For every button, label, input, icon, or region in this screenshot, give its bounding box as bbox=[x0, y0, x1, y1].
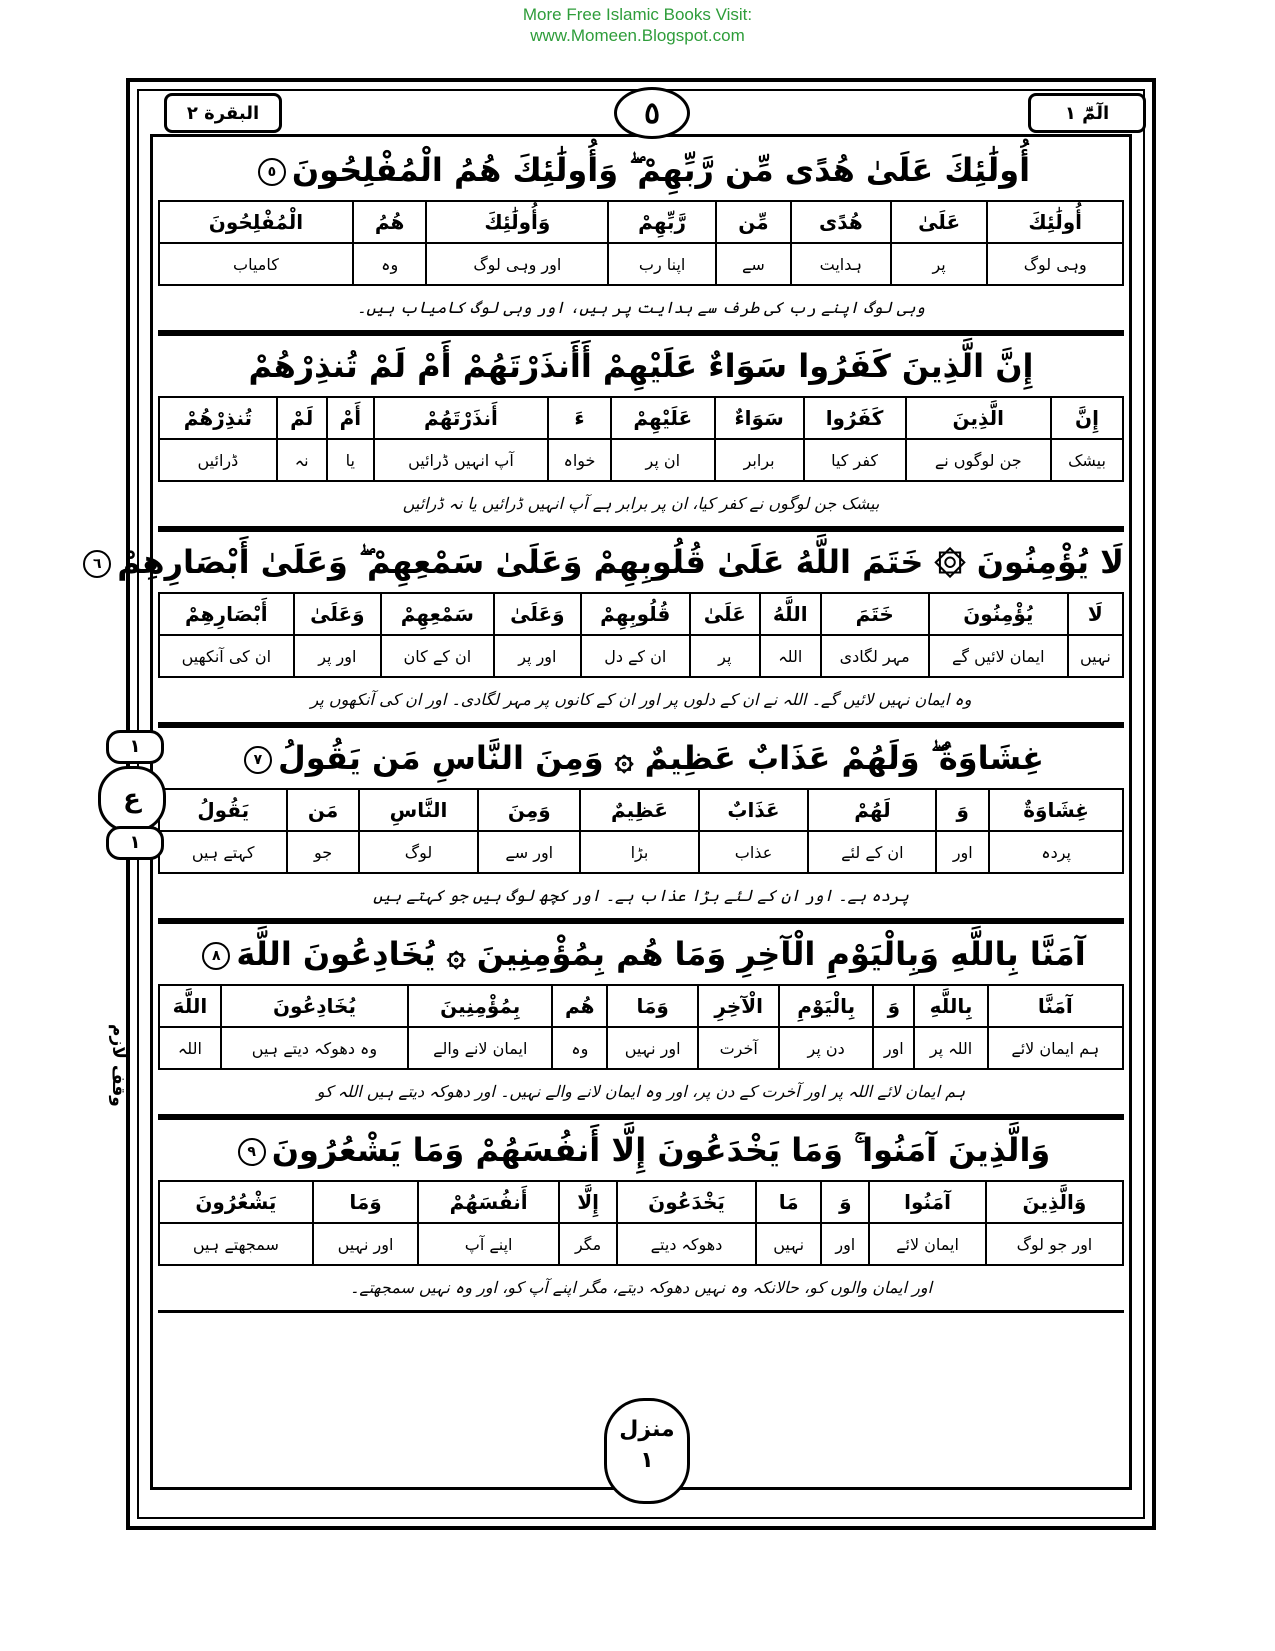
urdu-meaning-cell: اور جو لوگ bbox=[986, 1223, 1123, 1265]
promo-link[interactable]: www.Momeen.Blogspot.com bbox=[530, 26, 745, 45]
urdu-meaning-cell: آخرت bbox=[698, 1027, 779, 1069]
ruku-badge: ع bbox=[98, 766, 166, 832]
waqf-note: وقف لازم bbox=[108, 1023, 128, 1107]
urdu-meaning-cell: ایمان لانے والے bbox=[408, 1027, 552, 1069]
urdu-meaning-cell: مہر لگادی bbox=[821, 635, 929, 677]
urdu-meaning-cell: اللہ bbox=[159, 1027, 221, 1069]
urdu-meaning-cell: نہ bbox=[277, 439, 327, 481]
arabic-word-cell: آمَنُوا bbox=[869, 1181, 986, 1223]
urdu-meaning-cell: وہ دھوکہ دیتے ہیں bbox=[221, 1027, 408, 1069]
urdu-meanings-row bbox=[159, 1027, 1123, 1069]
urdu-meaning-cell: بڑا bbox=[580, 831, 698, 873]
para-label: الٓمّٓ ١ bbox=[1028, 93, 1146, 133]
verse-section bbox=[158, 921, 1124, 1117]
urdu-meanings-row bbox=[159, 1223, 1123, 1265]
arabic-verse-text: آمَنَّا بِاللَّهِ وَبِالْيَوْمِ الْآخِرِ وَمَا هُم بِمُؤْمِنِينَ ۞ يُخَادِعُونَ اللَّهَ bbox=[236, 935, 1086, 973]
arabic-word-cell: خَتَمَ bbox=[821, 593, 929, 635]
arabic-word-cell: بِاللَّهِ bbox=[914, 985, 987, 1027]
arabic-word-cell: مِّن bbox=[716, 201, 791, 243]
arabic-verse-line bbox=[158, 140, 1124, 200]
urdu-meaning-cell: اور نہیں bbox=[313, 1223, 418, 1265]
verse-section bbox=[158, 140, 1124, 333]
arabic-word-cell: وَمَا bbox=[607, 985, 698, 1027]
arabic-word-cell: عَذَابٌ bbox=[699, 789, 809, 831]
arabic-words-row bbox=[159, 593, 1123, 635]
urdu-meaning-cell: وہ bbox=[353, 243, 426, 285]
urdu-meaning-cell: عذاب bbox=[699, 831, 809, 873]
urdu-meaning-cell: ہم ایمان لائے bbox=[988, 1027, 1123, 1069]
urdu-meaning-cell: آپ انہیں ڈرائیں bbox=[374, 439, 548, 481]
word-by-word-table bbox=[158, 396, 1124, 482]
urdu-meaning-cell: خواہ bbox=[548, 439, 611, 481]
arabic-words-row bbox=[159, 201, 1123, 243]
arabic-verse-text: غِشَاوَةٌ ۖ وَلَهُمْ عَذَابٌ عَظِيمٌ ۞ وَمِنَ النَّاسِ مَن يَقُولُ bbox=[277, 739, 1045, 777]
urdu-meanings-row bbox=[159, 243, 1123, 285]
arabic-verse-text: إِنَّ الَّذِينَ كَفَرُوا سَوَاءٌ عَلَيْهِمْ أَأَنذَرْتَهُمْ أَمْ لَمْ تُنذِرْهُمْ bbox=[248, 347, 1034, 385]
urdu-meaning-cell: اور bbox=[936, 831, 989, 873]
arabic-word-cell: عَلَىٰ bbox=[891, 201, 988, 243]
ruku-count-bottom: ١ bbox=[106, 826, 164, 860]
manzil-badge bbox=[604, 1398, 690, 1504]
arabic-word-cell: هُمُ bbox=[353, 201, 426, 243]
urdu-meaning-cell: وہی لوگ bbox=[987, 243, 1123, 285]
urdu-translation: اور ایمان والوں کو، حالانکہ وہ نہیں دھوکہ دیتے، مگر اپنے آپ کو، اور وہ نہیں سمجھتے۔ bbox=[158, 1266, 1124, 1313]
verse-section bbox=[158, 725, 1124, 921]
arabic-word-cell: قُلُوبِهِمْ bbox=[581, 593, 690, 635]
arabic-word-cell: الْآخِرِ bbox=[698, 985, 779, 1027]
urdu-meaning-cell: ڈرائیں bbox=[159, 439, 277, 481]
arabic-word-cell: أَمْ bbox=[327, 397, 374, 439]
arabic-word-cell: لَا bbox=[1068, 593, 1123, 635]
arabic-words-row bbox=[159, 789, 1123, 831]
urdu-meaning-cell: جن لوگوں نے bbox=[906, 439, 1052, 481]
arabic-word-cell: آمَنَّا bbox=[988, 985, 1123, 1027]
arabic-word-cell: غِشَاوَةٌ bbox=[989, 789, 1123, 831]
arabic-word-cell: تُنذِرْهُمْ bbox=[159, 397, 277, 439]
arabic-word-cell: يَقُولُ bbox=[159, 789, 287, 831]
urdu-meaning-cell: مگر bbox=[559, 1223, 617, 1265]
urdu-meaning-cell: اور وہی لوگ bbox=[426, 243, 608, 285]
verse-section bbox=[158, 333, 1124, 529]
ayah-number-marker: ٧ bbox=[244, 746, 272, 774]
urdu-meaning-cell: ان کے کان bbox=[381, 635, 494, 677]
ayah-number-marker: ٨ bbox=[202, 942, 230, 970]
arabic-verse-text: وَالَّذِينَ آمَنُوا ۚ وَمَا يَخْدَعُونَ إِلَّا أَنفُسَهُمْ وَمَا يَشْعُرُونَ bbox=[271, 1131, 1051, 1169]
surah-label: البقرة ٢ bbox=[164, 93, 282, 133]
urdu-meaning-cell: کامیاب bbox=[159, 243, 353, 285]
arabic-word-cell: يُخَادِعُونَ bbox=[221, 985, 408, 1027]
arabic-word-cell: كَفَرُوا bbox=[804, 397, 906, 439]
word-by-word-table bbox=[158, 200, 1124, 286]
urdu-meaning-cell: اور نہیں bbox=[607, 1027, 698, 1069]
arabic-word-cell: وَأُولَٰئِكَ bbox=[426, 201, 608, 243]
arabic-word-cell: مَن bbox=[287, 789, 358, 831]
urdu-meaning-cell: ان کے دل bbox=[581, 635, 690, 677]
arabic-word-cell: سَمْعِهِمْ bbox=[381, 593, 494, 635]
word-by-word-table bbox=[158, 984, 1124, 1070]
arabic-word-cell: وَ bbox=[936, 789, 989, 831]
ayah-number-marker: ٦ bbox=[83, 550, 111, 578]
promo-banner bbox=[0, 4, 1275, 46]
word-by-word-table bbox=[158, 592, 1124, 678]
arabic-word-cell: وَعَلَىٰ bbox=[494, 593, 581, 635]
urdu-meaning-cell: اللہ bbox=[760, 635, 820, 677]
arabic-word-cell: يَشْعُرُونَ bbox=[159, 1181, 313, 1223]
urdu-meaning-cell: سمجھتے ہیں bbox=[159, 1223, 313, 1265]
arabic-word-cell: أُولَٰئِكَ bbox=[987, 201, 1123, 243]
arabic-verse-line bbox=[158, 924, 1124, 984]
arabic-word-cell: ءَ bbox=[548, 397, 611, 439]
urdu-meaning-cell: جو bbox=[287, 831, 358, 873]
urdu-translation: بیشک جن لوگوں نے کفر کیا، ان پر برابر ہے آپ انہیں ڈرائیں یا نہ ڈرائیں bbox=[158, 482, 1124, 529]
manzil-number: ١ bbox=[640, 1448, 654, 1473]
arabic-verse-text: أُولَٰئِكَ عَلَىٰ هُدًى مِّن رَّبِّهِمْ ۖ وَأُولَٰئِكَ هُمُ الْمُفْلِحُونَ bbox=[291, 151, 1031, 189]
verse-section bbox=[158, 1117, 1124, 1313]
urdu-meaning-cell: برابر bbox=[715, 439, 804, 481]
arabic-word-cell: أَنفُسَهُمْ bbox=[418, 1181, 559, 1223]
arabic-word-cell: لَهُمْ bbox=[808, 789, 936, 831]
arabic-word-cell: وَمَا bbox=[313, 1181, 418, 1223]
urdu-meaning-cell: یا bbox=[327, 439, 374, 481]
urdu-meaning-cell: پردہ bbox=[989, 831, 1123, 873]
urdu-meaning-cell: پر bbox=[690, 635, 760, 677]
arabic-word-cell: اللَّهُ bbox=[760, 593, 820, 635]
urdu-meaning-cell: ایمان لائے bbox=[869, 1223, 986, 1265]
urdu-meaning-cell: اور bbox=[873, 1027, 914, 1069]
arabic-verse-text: لَا يُؤْمِنُونَ ۞ خَتَمَ اللَّهُ عَلَىٰ قُلُوبِهِمْ وَعَلَىٰ سَمْعِهِمْ ۖ وَعَلَىٰ أَبْصَارِهِمْ bbox=[117, 543, 1124, 581]
arabic-word-cell: الْمُفْلِحُونَ bbox=[159, 201, 353, 243]
urdu-meaning-cell: ہدایت bbox=[791, 243, 891, 285]
urdu-meaning-cell: سے bbox=[716, 243, 791, 285]
urdu-meaning-cell: بیشک bbox=[1051, 439, 1123, 481]
urdu-translation: وہی لوگ اپنے رب کی طرف سے ہدایت پر ہیں، اور وہی لوگ کامیاب ہیں۔ bbox=[158, 286, 1124, 333]
urdu-meaning-cell: نہیں bbox=[1068, 635, 1123, 677]
urdu-meaning-cell: دھوکہ دیتے bbox=[617, 1223, 756, 1265]
arabic-word-cell: النَّاسِ bbox=[359, 789, 478, 831]
arabic-word-cell: سَوَاءٌ bbox=[715, 397, 804, 439]
urdu-meaning-cell: نہیں bbox=[756, 1223, 821, 1265]
urdu-translation: وہ ایمان نہیں لائیں گے۔ اللہ نے ان کے دلوں پر اور ان کے کانوں پر مہر لگادی۔ اور ان کی آنکھوں پر bbox=[158, 678, 1124, 725]
urdu-meaning-cell: اور پر bbox=[494, 635, 581, 677]
arabic-word-cell: يَخْدَعُونَ bbox=[617, 1181, 756, 1223]
urdu-meaning-cell: اور پر bbox=[294, 635, 381, 677]
arabic-word-cell: الَّذِينَ bbox=[906, 397, 1052, 439]
urdu-meaning-cell: کفر کیا bbox=[804, 439, 906, 481]
arabic-word-cell: عَظِيمٌ bbox=[580, 789, 698, 831]
urdu-meanings-row bbox=[159, 439, 1123, 481]
arabic-word-cell: هُدًى bbox=[791, 201, 891, 243]
arabic-word-cell: اللَّهَ bbox=[159, 985, 221, 1027]
arabic-word-cell: يُؤْمِنُونَ bbox=[929, 593, 1068, 635]
arabic-word-cell: عَلَىٰ bbox=[690, 593, 760, 635]
ruku-count-top: ١ bbox=[106, 730, 164, 764]
urdu-meaning-cell: اور سے bbox=[478, 831, 580, 873]
arabic-verse-line bbox=[158, 336, 1124, 396]
urdu-translation: پردہ ہے۔ اور ان کے لئے بڑا عذاب ہے۔ اور کچھ لوگ ہیں جو کہتے ہیں bbox=[158, 874, 1124, 921]
arabic-word-cell: وَعَلَىٰ bbox=[294, 593, 381, 635]
arabic-words-row bbox=[159, 1181, 1123, 1223]
arabic-word-cell: أَبْصَارِهِمْ bbox=[159, 593, 294, 635]
arabic-word-cell: رَّبِّهِمْ bbox=[608, 201, 716, 243]
arabic-verse-line bbox=[158, 1120, 1124, 1180]
arabic-word-cell: لَمْ bbox=[277, 397, 327, 439]
urdu-translation: ہم ایمان لائے اللہ پر اور آخرت کے دن پر، اور وہ ایمان لانے والے نہیں۔ اور دھوکہ دیتے ہیں اللہ کو bbox=[158, 1070, 1124, 1117]
urdu-meaning-cell: دن پر bbox=[779, 1027, 873, 1069]
urdu-meaning-cell: اپنا رب bbox=[608, 243, 716, 285]
urdu-meaning-cell: ان کے لئے bbox=[808, 831, 936, 873]
urdu-meaning-cell: وہ bbox=[552, 1027, 607, 1069]
manzil-label: منزل bbox=[619, 1417, 675, 1442]
page-number: ٥ bbox=[614, 87, 690, 139]
arabic-word-cell: مَا bbox=[756, 1181, 821, 1223]
arabic-word-cell: إِلَّا bbox=[559, 1181, 617, 1223]
arabic-words-row bbox=[159, 985, 1123, 1027]
urdu-meaning-cell: اور bbox=[821, 1223, 869, 1265]
word-by-word-table bbox=[158, 788, 1124, 874]
arabic-word-cell: وَمِنَ bbox=[478, 789, 580, 831]
arabic-word-cell: وَالَّذِينَ bbox=[986, 1181, 1123, 1223]
urdu-meaning-cell: پر bbox=[891, 243, 988, 285]
urdu-meaning-cell: اللہ پر bbox=[914, 1027, 987, 1069]
arabic-word-cell: هُم bbox=[552, 985, 607, 1027]
arabic-word-cell: وَ bbox=[821, 1181, 869, 1223]
arabic-verse-line bbox=[158, 728, 1124, 788]
arabic-word-cell: عَلَيْهِمْ bbox=[611, 397, 715, 439]
arabic-word-cell: إِنَّ bbox=[1051, 397, 1123, 439]
urdu-meaning-cell: ان کی آنکھیں bbox=[159, 635, 294, 677]
urdu-meanings-row bbox=[159, 831, 1123, 873]
word-by-word-table bbox=[158, 1180, 1124, 1266]
ayah-number-marker: ٥ bbox=[258, 158, 286, 186]
verse-section bbox=[93, 529, 1124, 725]
urdu-meaning-cell: لوگ bbox=[359, 831, 478, 873]
arabic-words-row bbox=[159, 397, 1123, 439]
promo-line-1: More Free Islamic Books Visit: bbox=[522, 5, 753, 24]
arabic-word-cell: بِالْيَوْمِ bbox=[779, 985, 873, 1027]
ayah-number-marker: ٩ bbox=[238, 1138, 266, 1166]
urdu-meaning-cell: کہتے ہیں bbox=[159, 831, 287, 873]
urdu-meanings-row bbox=[159, 635, 1123, 677]
arabic-word-cell: أَنذَرْتَهُمْ bbox=[374, 397, 548, 439]
arabic-word-cell: بِمُؤْمِنِينَ bbox=[408, 985, 552, 1027]
urdu-meaning-cell: ان پر bbox=[611, 439, 715, 481]
arabic-verse-line bbox=[93, 532, 1124, 592]
arabic-word-cell: وَ bbox=[873, 985, 914, 1027]
urdu-meaning-cell: ایمان لائیں گے bbox=[929, 635, 1068, 677]
urdu-meaning-cell: اپنے آپ bbox=[418, 1223, 559, 1265]
